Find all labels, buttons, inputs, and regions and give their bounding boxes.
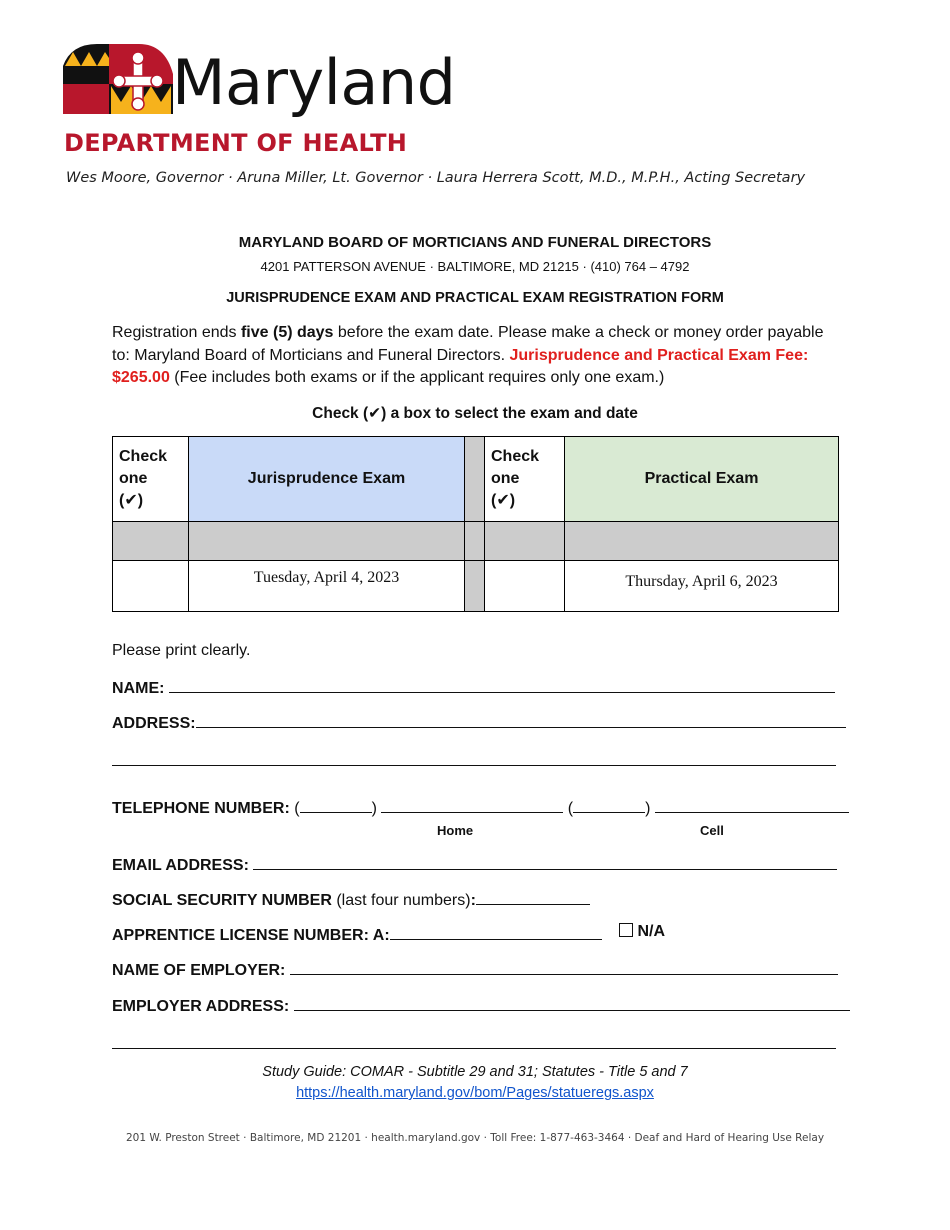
email-input-line[interactable] <box>253 854 837 870</box>
table-header-row <box>113 437 839 522</box>
officials-line: Wes Moore, Governor · Aruna Miller, Lt. Governor · Laura Herrera Scott, M.D., M.P.H., Acting Secretary <box>66 170 806 186</box>
license-input-line[interactable] <box>390 924 602 940</box>
board-address: 4201 PATTERSON AVENUE · BALTIMORE, MD 21215 · (410) 764 – 4792 <box>260 259 690 274</box>
jurisprudence-checkbox-cell[interactable] <box>113 561 189 612</box>
table-separator <box>465 437 485 522</box>
jurisprudence-exam-date: Tuesday, April 4, 2023 <box>189 561 465 612</box>
home-label: Home <box>437 823 474 838</box>
table-separator <box>465 561 485 612</box>
address-input-line[interactable] <box>196 712 846 728</box>
department-name: DEPARTMENT OF HEALTH <box>64 129 408 157</box>
employer-address-input-line[interactable] <box>294 995 850 1011</box>
na-checkbox-icon[interactable] <box>619 923 633 937</box>
license-row <box>112 924 602 945</box>
name-label: NAME: <box>112 680 165 697</box>
ssn-label: SOCIAL SECURITY NUMBER <box>112 892 332 909</box>
name-input-line[interactable] <box>169 677 835 693</box>
telephone-label: TELEPHONE NUMBER: <box>112 800 290 817</box>
employer-address-row <box>112 995 850 1016</box>
intro-text-3: (Fee includes both exams or if the applicant requires only one exam.) <box>169 369 665 386</box>
exam-selection-table <box>112 436 839 612</box>
jurisprudence-check-header: Check one (✔) <box>113 437 189 522</box>
home-phone-line[interactable] <box>381 797 563 813</box>
table-date-row <box>113 561 839 612</box>
practical-checkbox-cell[interactable] <box>485 561 565 612</box>
employer-label: NAME OF EMPLOYER: <box>112 962 286 979</box>
intro-deadline: five (5) days <box>240 324 334 341</box>
cell-area-code-line[interactable] <box>573 797 645 813</box>
jurisprudence-exam-header: Jurisprudence Exam <box>189 437 465 522</box>
registration-instructions <box>112 322 842 390</box>
ssn-row: SOCIAL SECURITY NUMBER (last four numbers): <box>112 889 590 910</box>
address-label: ADDRESS: <box>112 715 196 732</box>
name-row <box>112 677 835 698</box>
email-label: EMAIL ADDRESS: <box>112 857 249 874</box>
maryland-flag-logo <box>63 44 173 114</box>
practical-check-header: Check one (✔) <box>485 437 565 522</box>
statutes-link[interactable]: https://health.maryland.gov/bom/Pages/statueregs.aspx <box>296 1085 654 1101</box>
ssn-input-line[interactable] <box>476 889 590 905</box>
address-second-line[interactable] <box>112 764 836 766</box>
practical-exam-header: Practical Exam <box>565 437 839 522</box>
na-option[interactable] <box>619 923 665 941</box>
form-title: JURISPRUDENCE EXAM AND PRACTICAL EXAM REGISTRATION FORM <box>226 290 724 306</box>
study-guide: Study Guide: COMAR - Subtitle 29 and 31; Statutes - Title 5 and 7 <box>262 1064 688 1080</box>
print-note: Please print clearly. <box>112 642 251 659</box>
board-name: MARYLAND BOARD OF MORTICIANS AND FUNERAL DIRECTORS <box>238 234 712 251</box>
intro-text-1: Registration ends <box>112 324 241 341</box>
cell-label: Cell <box>700 823 724 838</box>
footer-contact: 201 W. Preston Street · Baltimore, MD 21201 · health.maryland.gov · Toll Free: 1-877-463-3464 · Deaf and Hard of Hearing Use Relay <box>125 1132 825 1144</box>
exam-fee: Jurisprudence and Practical Exam Fee: $265.00 <box>112 346 809 386</box>
employer-input-line[interactable] <box>290 959 838 975</box>
home-area-code-line[interactable] <box>300 797 372 813</box>
maryland-wordmark: Maryland <box>172 46 456 119</box>
telephone-row: TELEPHONE NUMBER: ( ) ( ) <box>112 797 849 818</box>
license-label: APPRENTICE LICENSE NUMBER: A: <box>112 927 390 944</box>
address-row <box>112 712 846 733</box>
check-instruction: Check (✔) a box to select the exam and date <box>312 405 638 422</box>
email-row <box>112 854 837 875</box>
employer-address-second-line[interactable] <box>112 1047 836 1049</box>
table-shaded-row <box>113 522 839 561</box>
ssn-note: (last four numbers) <box>331 892 471 909</box>
na-label: N/A <box>637 923 666 940</box>
practical-exam-date: Thursday, April 6, 2023 <box>565 561 839 612</box>
cell-phone-line[interactable] <box>655 797 849 813</box>
intro-text-2: before the exam date. Please make a check or money order payable to: Maryland Board of Morticians and Funeral Directors. <box>112 324 824 364</box>
employer-row <box>112 959 838 980</box>
employer-address-label: EMPLOYER ADDRESS: <box>112 998 290 1015</box>
